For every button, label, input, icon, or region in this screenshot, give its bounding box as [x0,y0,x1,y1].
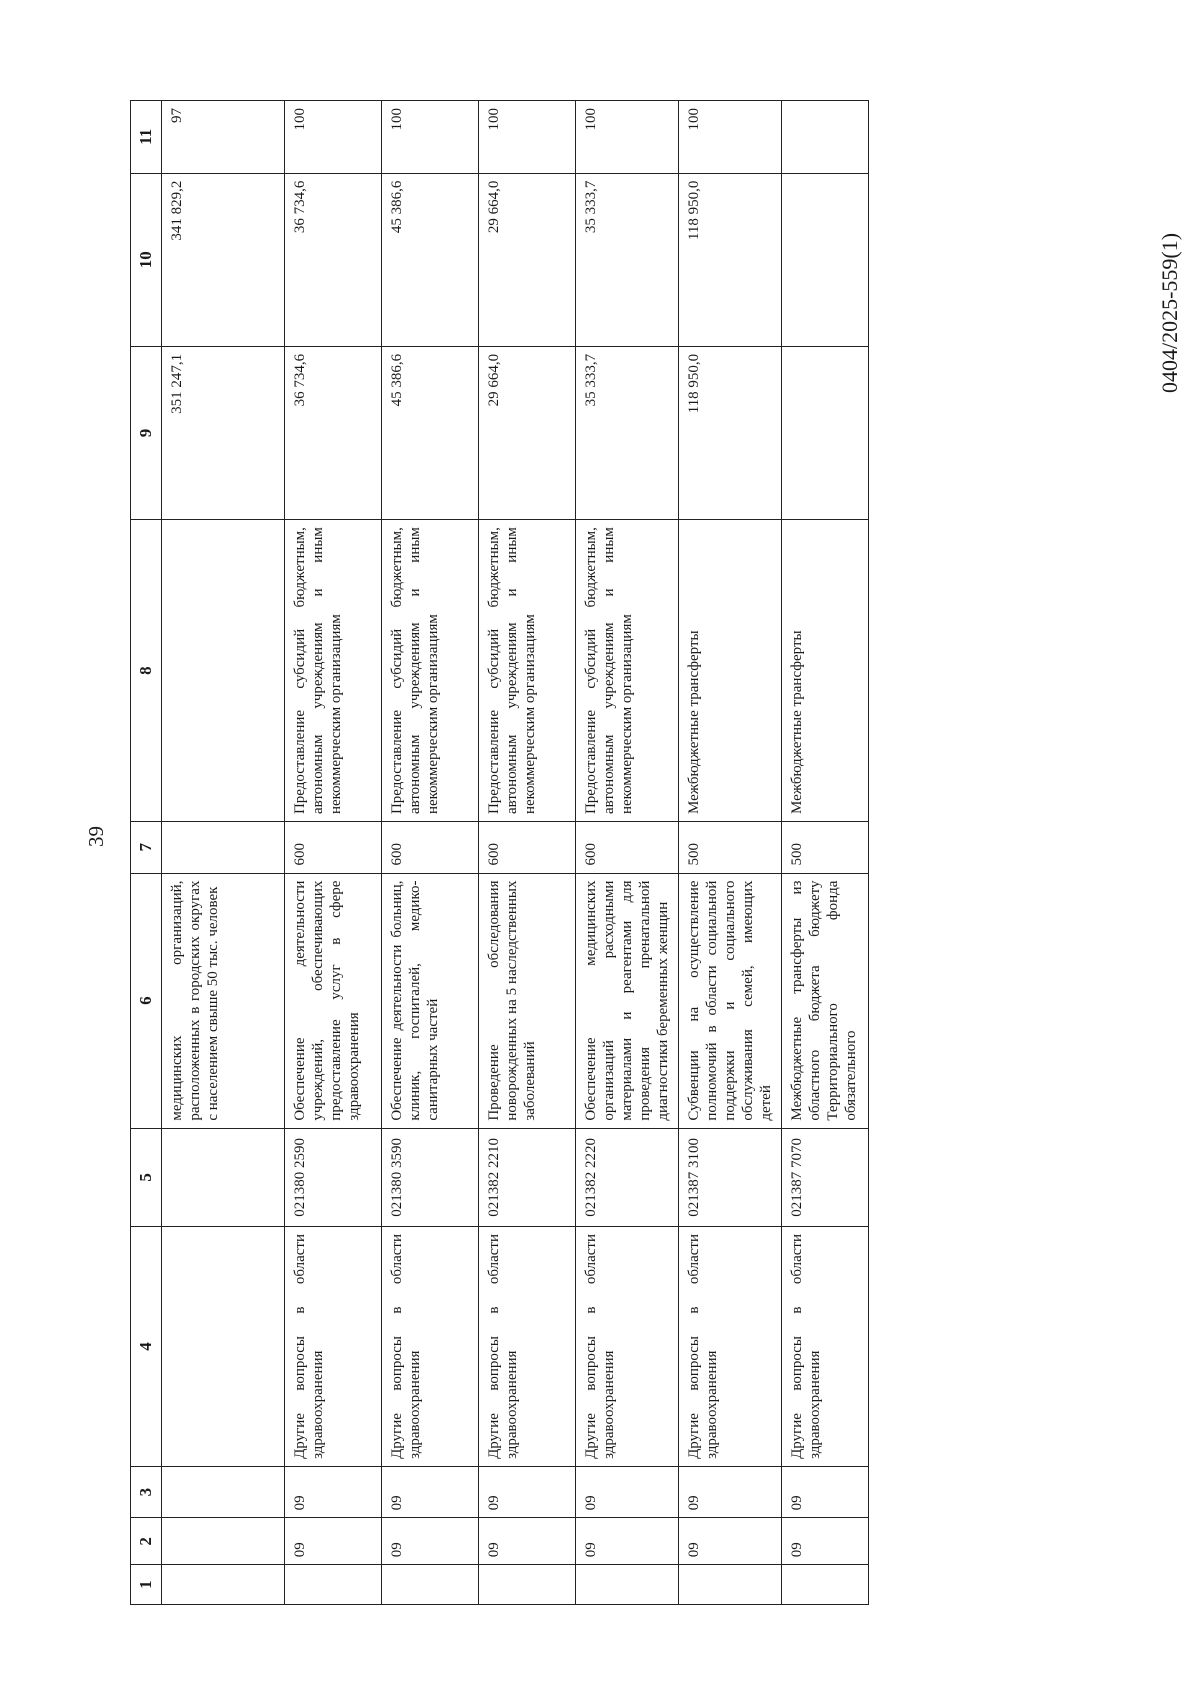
cell-percent: 100 [479,101,576,174]
cell-percent [782,101,869,174]
column-header: 7 [131,822,162,873]
cell-target-name: Проведение обследования новорожденных на 5 наследственных заболеваний [479,873,576,1128]
cell-subsection [162,1466,285,1517]
cell-subsection-name [162,1226,285,1466]
column-header: 10 [131,173,162,346]
cell-plan-amount [782,346,869,519]
cell-section [162,1518,285,1565]
cell-section: 09 [479,1518,576,1565]
cell-section: 09 [782,1518,869,1565]
table-row [782,101,869,1605]
cell-subsection-name: Другие вопросы в области здравоохранения [679,1226,782,1466]
column-header: 3 [131,1466,162,1517]
column-header: 5 [131,1128,162,1226]
cell-target-code: 021380 2590 [285,1128,382,1226]
cell-subsection-name: Другие вопросы в области здравоохранения [576,1226,679,1466]
cell-target-name: Субвенции на осуществление полномочий в области социальной поддержки и социального обслуживания семей, имеющих детей [679,873,782,1128]
cell-subsection: 09 [382,1466,479,1517]
budget-table [130,100,869,1605]
cell-col1 [162,1565,285,1605]
cell-col1 [479,1565,576,1605]
cell-expense-name: Межбюджетные трансферты [679,520,782,822]
column-header: 1 [131,1565,162,1605]
cell-target-name: Обеспечение медицинских организаций расходными материалами и реагентами для проведения пренатальной диагностики беременных женщин [576,873,679,1128]
cell-target-name: Обеспечение деятельности больниц, клиник, госпиталей, медико-санитарных частей [382,873,479,1128]
cell-actual-amount: 45 386,6 [382,173,479,346]
column-header: 2 [131,1518,162,1565]
cell-expense-type: 600 [285,822,382,873]
cell-target-code: 021380 3590 [382,1128,479,1226]
column-header: 4 [131,1226,162,1466]
cell-plan-amount: 35 333,7 [576,346,679,519]
table-row [382,101,479,1605]
cell-target-code [162,1128,285,1226]
cell-subsection: 09 [285,1466,382,1517]
cell-target-name: медицинских организаций, расположенных в городских округах с населением свыше 50 тыс. человек [162,873,285,1128]
column-header: 11 [131,101,162,174]
cell-percent: 100 [679,101,782,174]
cell-col1 [782,1565,869,1605]
cell-col1 [679,1565,782,1605]
cell-expense-type: 600 [576,822,679,873]
cell-col1 [382,1565,479,1605]
table-row [162,101,285,1605]
cell-percent: 97 [162,101,285,174]
document-code: 0404/2025-559(1) [1157,232,1182,394]
cell-expense-name: Предоставление субсидий бюджетным, автономным учреждениям и иным некоммерческим организациям [479,520,576,822]
table-row [479,101,576,1605]
cell-subsection-name: Другие вопросы в области здравоохранения [479,1226,576,1466]
cell-actual-amount: 29 664,0 [479,173,576,346]
cell-expense-type [162,822,285,873]
cell-actual-amount [782,173,869,346]
cell-actual-amount: 35 333,7 [576,173,679,346]
cell-plan-amount: 36 734,6 [285,346,382,519]
cell-percent: 100 [382,101,479,174]
column-header: 8 [131,520,162,822]
cell-section: 09 [285,1518,382,1565]
cell-expense-type: 500 [679,822,782,873]
cell-subsection-name: Другие вопросы в области здравоохранения [382,1226,479,1466]
cell-subsection: 09 [576,1466,679,1517]
cell-plan-amount: 45 386,6 [382,346,479,519]
budget-table-frame [130,100,1010,1605]
cell-actual-amount: 36 734,6 [285,173,382,346]
cell-expense-name: Предоставление субсидий бюджетным, автономным учреждениям и иным некоммерческим организациям [285,520,382,822]
cell-expense-name: Предоставление субсидий бюджетным, автономным учреждениям и иным некоммерческим организациям [576,520,679,822]
page-number: 39 [84,826,108,847]
cell-expense-name: Предоставление субсидий бюджетным, автономным учреждениям и иным некоммерческим организациям [382,520,479,822]
cell-section: 09 [382,1518,479,1565]
cell-target-name: Межбюджетные трансферты из областного бюджета бюджету Территориального фонда обязательного [782,873,869,1128]
table-row [679,101,782,1605]
cell-expense-type: 600 [479,822,576,873]
column-header: 6 [131,873,162,1128]
cell-expense-name: Межбюджетные трансферты [782,520,869,822]
cell-expense-name [162,520,285,822]
cell-subsection-name: Другие вопросы в области здравоохранения [782,1226,869,1466]
cell-percent: 100 [285,101,382,174]
cell-plan-amount: 351 247,1 [162,346,285,519]
cell-expense-type: 600 [382,822,479,873]
cell-percent: 100 [576,101,679,174]
cell-plan-amount: 118 950,0 [679,346,782,519]
cell-section: 09 [679,1518,782,1565]
cell-col1 [576,1565,679,1605]
cell-target-name: Обеспечение деятельности учреждений, обеспечивающих предоставление услуг в сфере здравоохранения [285,873,382,1128]
cell-plan-amount: 29 664,0 [479,346,576,519]
cell-subsection-name: Другие вопросы в области здравоохранения [285,1226,382,1466]
cell-target-code: 021387 3100 [679,1128,782,1226]
cell-section: 09 [576,1518,679,1565]
cell-target-code: 021382 2220 [576,1128,679,1226]
cell-subsection: 09 [679,1466,782,1517]
column-header: 9 [131,346,162,519]
table-row [576,101,679,1605]
cell-col1 [285,1565,382,1605]
cell-actual-amount: 341 829,2 [162,173,285,346]
cell-subsection: 09 [782,1466,869,1517]
cell-subsection: 09 [479,1466,576,1517]
table-row [285,101,382,1605]
cell-target-code: 021387 7070 [782,1128,869,1226]
cell-actual-amount: 118 950,0 [679,173,782,346]
cell-target-code: 021382 2210 [479,1128,576,1226]
cell-expense-type: 500 [782,822,869,873]
header-row [131,101,162,1605]
